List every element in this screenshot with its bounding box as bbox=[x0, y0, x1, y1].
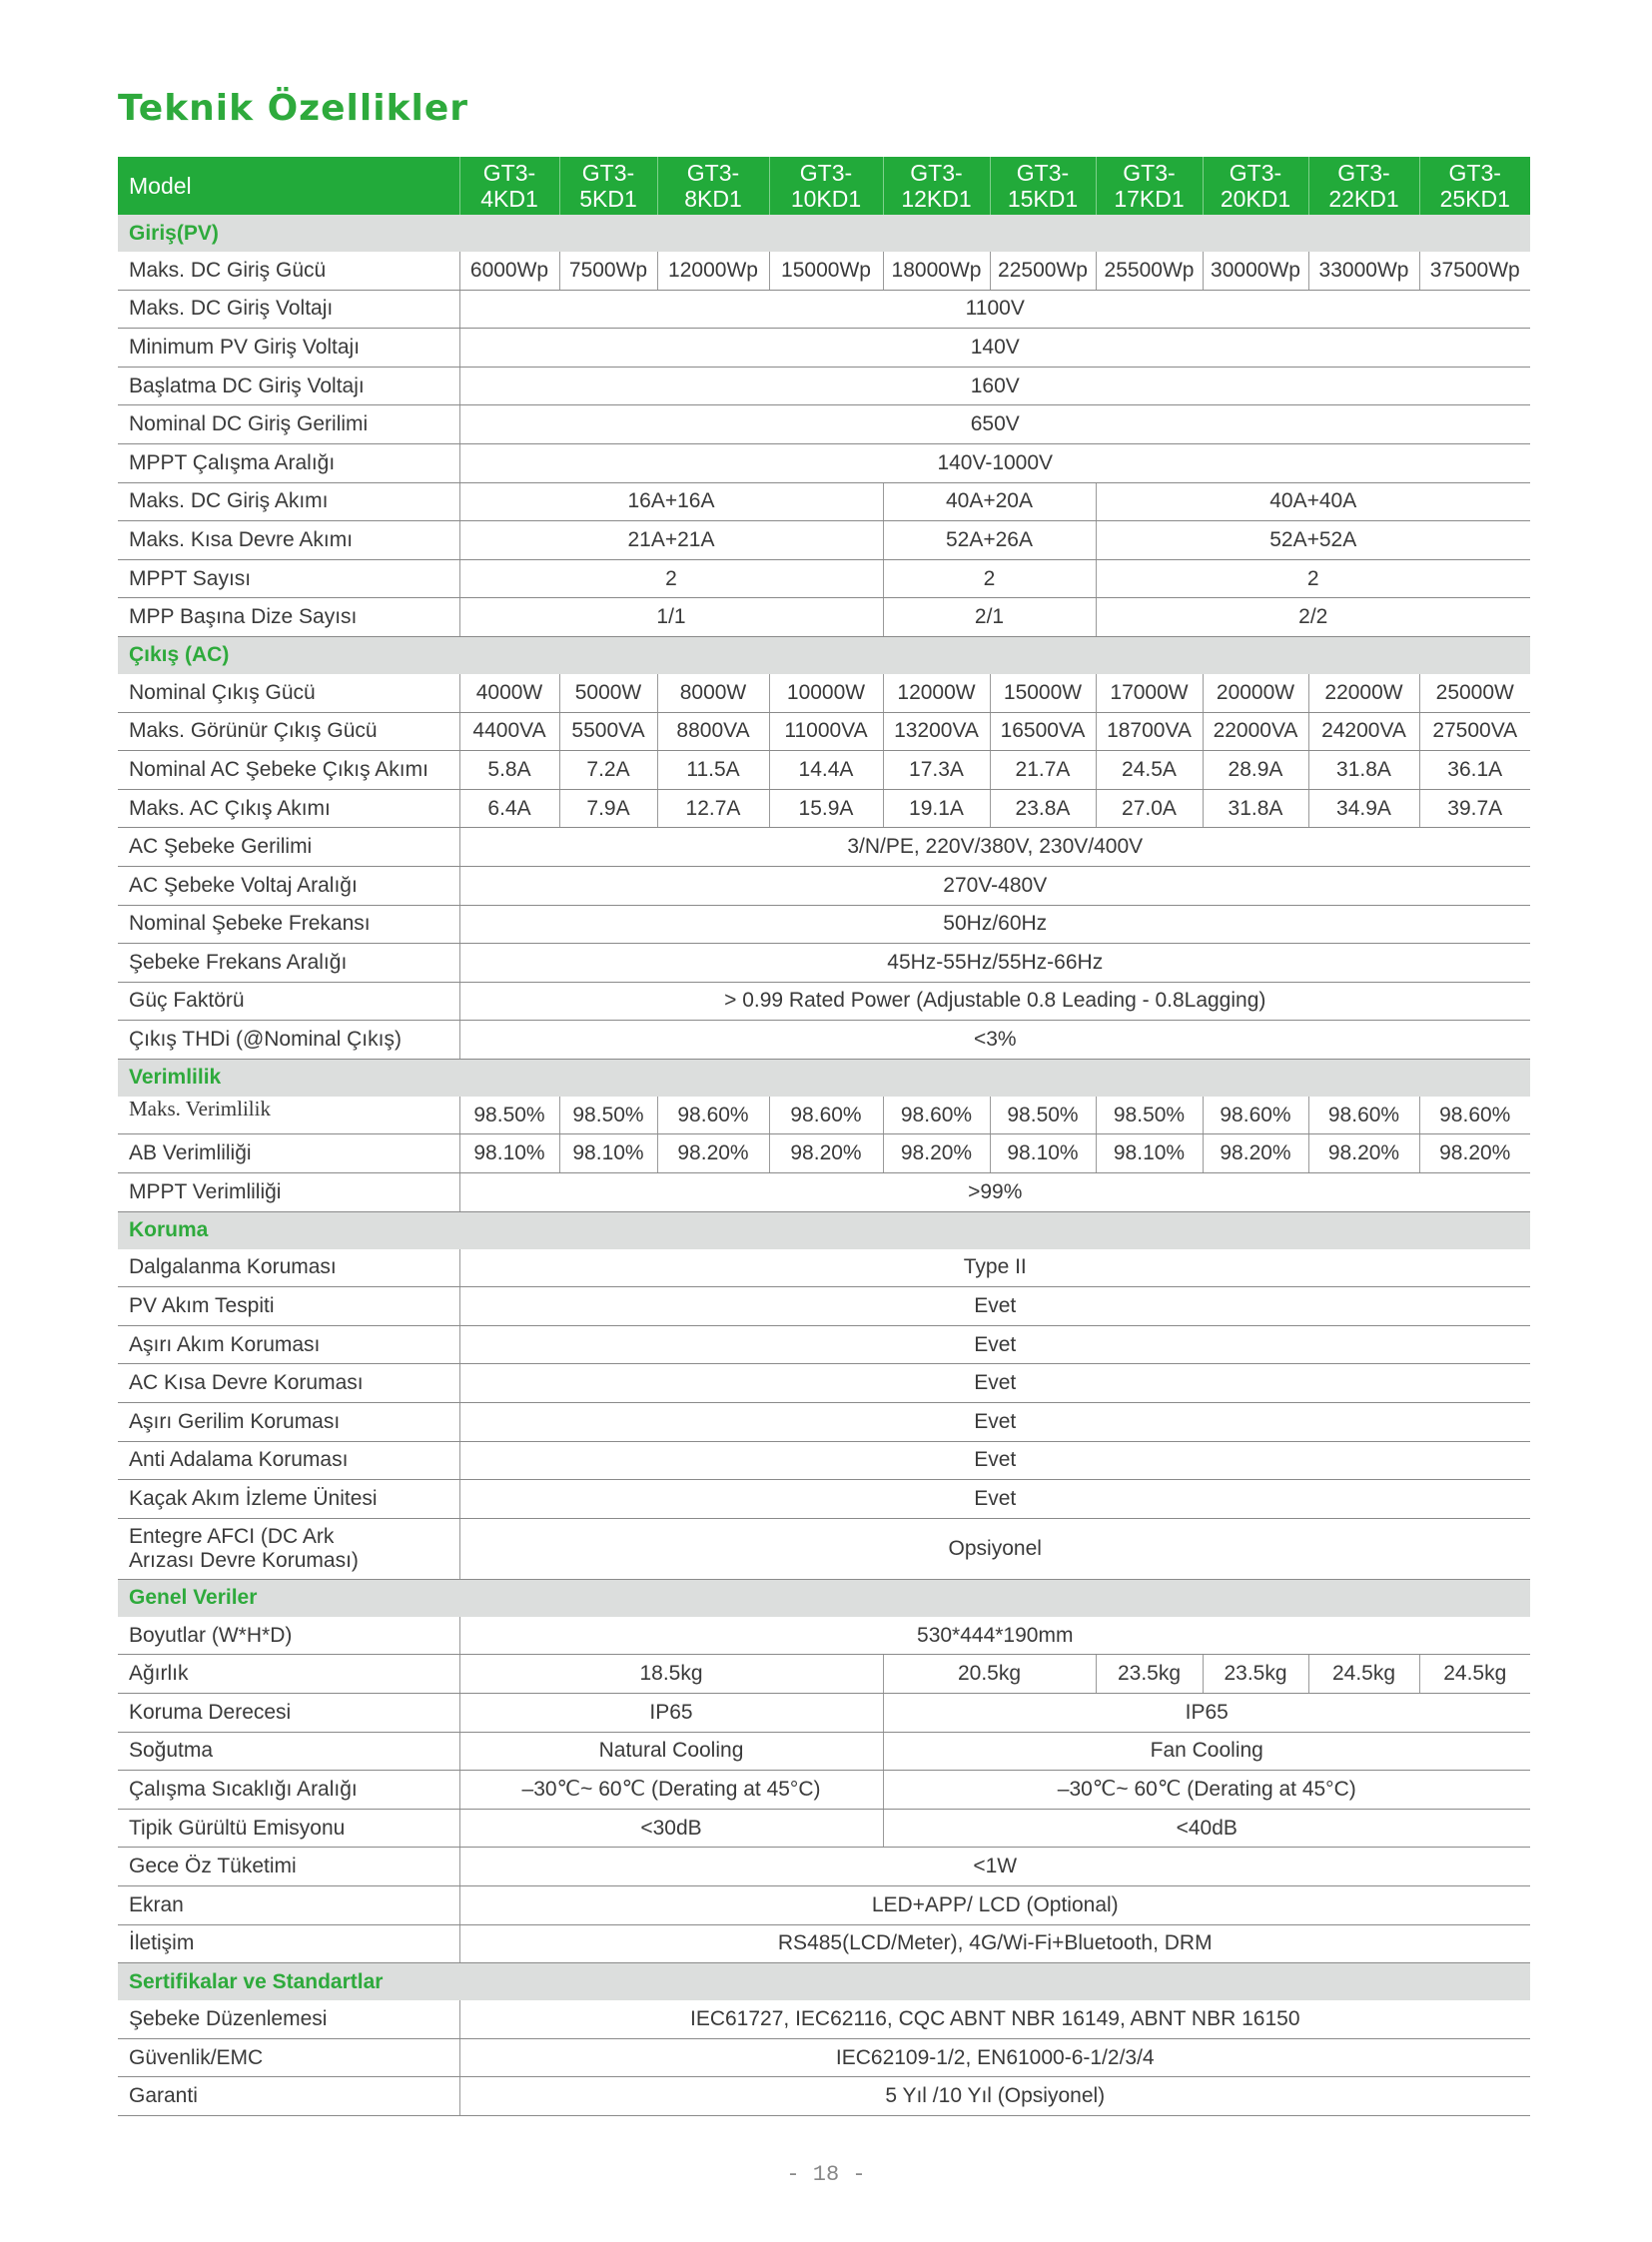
row-label: Soğutma bbox=[118, 1732, 459, 1771]
table-row bbox=[118, 482, 1530, 521]
cell: –30℃~ 60℃ (Derating at 45°C) bbox=[883, 1771, 1530, 1810]
table-row bbox=[118, 252, 1530, 290]
section-header-efficiency: Verimlilik bbox=[118, 1059, 1530, 1097]
table-row bbox=[118, 521, 1530, 560]
cell: Evet bbox=[459, 1287, 1530, 1326]
row-label: İletişim bbox=[118, 1924, 459, 1963]
cell: 28.9A bbox=[1203, 751, 1308, 790]
row-label: Dalgalanma Koruması bbox=[118, 1249, 459, 1287]
cell: 37500Wp bbox=[1419, 252, 1530, 290]
row-label: Kaçak Akım İzleme Ünitesi bbox=[118, 1480, 459, 1519]
table-row bbox=[118, 290, 1530, 329]
model-header: GT3- 5KD1 bbox=[559, 157, 657, 215]
row-label: Koruma Derecesi bbox=[118, 1694, 459, 1733]
row-label: Maks. Görünür Çıkış Gücü bbox=[118, 712, 459, 751]
model-header: GT3- 22KD1 bbox=[1308, 157, 1419, 215]
cell: 22500Wp bbox=[990, 252, 1096, 290]
cell: 270V-480V bbox=[459, 866, 1530, 905]
cell: 10000W bbox=[769, 674, 883, 712]
cell: 17.3A bbox=[883, 751, 990, 790]
cell: Evet bbox=[459, 1403, 1530, 1442]
cell: Fan Cooling bbox=[883, 1732, 1530, 1771]
row-label: Şebeke Frekans Aralığı bbox=[118, 944, 459, 983]
cell: 98.60% bbox=[657, 1097, 769, 1134]
cell: 33000Wp bbox=[1308, 252, 1419, 290]
cell: Type II bbox=[459, 1249, 1530, 1287]
table-row bbox=[118, 1655, 1530, 1694]
section-header-protection: Koruma bbox=[118, 1211, 1530, 1249]
cell: 19.1A bbox=[883, 789, 990, 828]
cell: 24200VA bbox=[1308, 712, 1419, 751]
cell: 98.20% bbox=[657, 1134, 769, 1173]
cell: 5 Yıl /10 Yıl (Opsiyonel) bbox=[459, 2077, 1530, 2116]
table-row bbox=[118, 712, 1530, 751]
cell: 6000Wp bbox=[459, 252, 559, 290]
cell: 36.1A bbox=[1419, 751, 1530, 790]
model-header: GT3- 17KD1 bbox=[1096, 157, 1203, 215]
row-label: MPPT Verimliliği bbox=[118, 1173, 459, 1212]
cell: 98.60% bbox=[769, 1097, 883, 1134]
cell: 98.20% bbox=[883, 1134, 990, 1173]
model-header: GT3- 20KD1 bbox=[1203, 157, 1308, 215]
cell: 5.8A bbox=[459, 751, 559, 790]
cell: 3/N/PE, 220V/380V, 230V/400V bbox=[459, 828, 1530, 867]
cell: 1100V bbox=[459, 290, 1530, 329]
cell: 20.5kg bbox=[883, 1655, 1096, 1694]
row-label: Nominal AC Şebeke Çıkış Akımı bbox=[118, 751, 459, 790]
cell: 98.10% bbox=[559, 1134, 657, 1173]
cell: 27500VA bbox=[1419, 712, 1530, 751]
table-row bbox=[118, 674, 1530, 712]
cell: 24.5A bbox=[1096, 751, 1203, 790]
table-row bbox=[118, 1249, 1530, 1287]
cell: 24.5kg bbox=[1419, 1655, 1530, 1694]
row-label: Ekran bbox=[118, 1885, 459, 1924]
cell: 21A+21A bbox=[459, 521, 883, 560]
cell: 11.5A bbox=[657, 751, 769, 790]
table-row bbox=[118, 1134, 1530, 1173]
section-header-certifications: Sertifikalar ve Standartlar bbox=[118, 1963, 1530, 2001]
cell: 21.7A bbox=[990, 751, 1096, 790]
row-label: MPP Başına Dize Sayısı bbox=[118, 598, 459, 637]
table-row bbox=[118, 1480, 1530, 1519]
cell: 22000VA bbox=[1203, 712, 1308, 751]
cell: 15000Wp bbox=[769, 252, 883, 290]
cell: 6.4A bbox=[459, 789, 559, 828]
cell: 40A+40A bbox=[1096, 482, 1530, 521]
table-row bbox=[118, 1771, 1530, 1810]
cell: –30℃~ 60℃ (Derating at 45°C) bbox=[459, 1771, 883, 1810]
cell: 98.20% bbox=[1308, 1134, 1419, 1173]
model-header: GT3- 10KD1 bbox=[769, 157, 883, 215]
cell: 98.10% bbox=[1096, 1134, 1203, 1173]
cell: 12.7A bbox=[657, 789, 769, 828]
row-label: Entegre AFCI (DC Ark Arızası Devre Koruması) bbox=[118, 1518, 459, 1579]
section-header-ac: Çıkış (AC) bbox=[118, 636, 1530, 674]
cell: 8800VA bbox=[657, 712, 769, 751]
cell: 98.50% bbox=[1096, 1097, 1203, 1134]
row-label: MPPT Çalışma Aralığı bbox=[118, 443, 459, 482]
cell: 7.2A bbox=[559, 751, 657, 790]
table-row bbox=[118, 1021, 1530, 1060]
table-row bbox=[118, 1364, 1530, 1403]
cell: 52A+26A bbox=[883, 521, 1096, 560]
cell: 5000W bbox=[559, 674, 657, 712]
row-label: AC Şebeke Voltaj Aralığı bbox=[118, 866, 459, 905]
row-label: Anti Adalama Koruması bbox=[118, 1441, 459, 1480]
cell: 98.10% bbox=[459, 1134, 559, 1173]
cell: 98.60% bbox=[1308, 1097, 1419, 1134]
cell: 23.5kg bbox=[1203, 1655, 1308, 1694]
cell: 20000W bbox=[1203, 674, 1308, 712]
cell: 52A+52A bbox=[1096, 521, 1530, 560]
table-row bbox=[118, 598, 1530, 637]
cell: 8000W bbox=[657, 674, 769, 712]
cell: Evet bbox=[459, 1441, 1530, 1480]
row-label: AC Şebeke Gerilimi bbox=[118, 828, 459, 867]
model-header: GT3- 12KD1 bbox=[883, 157, 990, 215]
table-row bbox=[118, 443, 1530, 482]
cell: 2/2 bbox=[1096, 598, 1530, 637]
row-label: Maks. Verimlilik bbox=[118, 1097, 459, 1134]
cell: 4400VA bbox=[459, 712, 559, 751]
row-label: Şebeke Düzenlemesi bbox=[118, 2000, 459, 2038]
page-title: Teknik Özellikler bbox=[118, 88, 469, 129]
model-header: GT3- 4KD1 bbox=[459, 157, 559, 215]
header-row bbox=[118, 157, 1530, 215]
cell: 12000W bbox=[883, 674, 990, 712]
cell: 27.0A bbox=[1096, 789, 1203, 828]
row-label: AC Kısa Devre Koruması bbox=[118, 1364, 459, 1403]
table-row bbox=[118, 944, 1530, 983]
cell: <40dB bbox=[883, 1809, 1530, 1848]
cell: 23.5kg bbox=[1096, 1655, 1203, 1694]
row-label: Güç Faktörü bbox=[118, 982, 459, 1021]
row-label: Maks. DC Giriş Gücü bbox=[118, 252, 459, 290]
cell: 12000Wp bbox=[657, 252, 769, 290]
table-row bbox=[118, 329, 1530, 368]
cell: 25500Wp bbox=[1096, 252, 1203, 290]
table-row bbox=[118, 789, 1530, 828]
model-header: GT3- 15KD1 bbox=[990, 157, 1096, 215]
cell: 31.8A bbox=[1203, 789, 1308, 828]
cell: 98.10% bbox=[990, 1134, 1096, 1173]
cell: 530*444*190mm bbox=[459, 1617, 1530, 1655]
cell: 140V bbox=[459, 329, 1530, 368]
page-number: - 18 - bbox=[786, 2162, 866, 2187]
cell: 50Hz/60Hz bbox=[459, 905, 1530, 944]
row-label: Güvenlik/EMC bbox=[118, 2038, 459, 2077]
cell: 16500VA bbox=[990, 712, 1096, 751]
model-header: GT3- 8KD1 bbox=[657, 157, 769, 215]
table-row bbox=[118, 2077, 1530, 2116]
row-label: Maks. AC Çıkış Akımı bbox=[118, 789, 459, 828]
table-row bbox=[118, 1173, 1530, 1212]
cell: 98.20% bbox=[1203, 1134, 1308, 1173]
cell: 13200VA bbox=[883, 712, 990, 751]
spec-table bbox=[118, 157, 1530, 2116]
cell: 98.60% bbox=[883, 1097, 990, 1134]
table-row bbox=[118, 2038, 1530, 2077]
row-label: Minimum PV Giriş Voltajı bbox=[118, 329, 459, 368]
row-label: Boyutlar (W*H*D) bbox=[118, 1617, 459, 1655]
cell: 18700VA bbox=[1096, 712, 1203, 751]
table-row bbox=[118, 1885, 1530, 1924]
table-row bbox=[118, 1809, 1530, 1848]
cell: 2 bbox=[459, 559, 883, 598]
cell: 98.50% bbox=[990, 1097, 1096, 1134]
row-label: Garanti bbox=[118, 2077, 459, 2116]
table-row bbox=[118, 1403, 1530, 1442]
cell: 2 bbox=[1096, 559, 1530, 598]
cell: 18000Wp bbox=[883, 252, 990, 290]
cell: Natural Cooling bbox=[459, 1732, 883, 1771]
row-label: Aşırı Akım Koruması bbox=[118, 1325, 459, 1364]
cell: 140V-1000V bbox=[459, 443, 1530, 482]
cell: 23.8A bbox=[990, 789, 1096, 828]
row-label: MPPT Sayısı bbox=[118, 559, 459, 598]
cell: IEC62109-1/2, EN61000-6-1/2/3/4 bbox=[459, 2038, 1530, 2077]
cell: 98.20% bbox=[769, 1134, 883, 1173]
cell: 39.7A bbox=[1419, 789, 1530, 828]
cell: 98.60% bbox=[1203, 1097, 1308, 1134]
cell: 24.5kg bbox=[1308, 1655, 1419, 1694]
cell: 2 bbox=[883, 559, 1096, 598]
table-row bbox=[118, 1441, 1530, 1480]
cell: Evet bbox=[459, 1325, 1530, 1364]
cell: RS485(LCD/Meter), 4G/Wi-Fi+Bluetooth, DRM bbox=[459, 1924, 1530, 1963]
cell: > 0.99 Rated Power (Adjustable 0.8 Leading - 0.8Lagging) bbox=[459, 982, 1530, 1021]
cell: 160V bbox=[459, 367, 1530, 405]
cell: LED+APP/ LCD (Optional) bbox=[459, 1885, 1530, 1924]
table-row bbox=[118, 367, 1530, 405]
cell: 5500VA bbox=[559, 712, 657, 751]
table-row bbox=[118, 1924, 1530, 1963]
row-label: Maks. DC Giriş Akımı bbox=[118, 482, 459, 521]
table-row bbox=[118, 559, 1530, 598]
row-label: Çıkış THDi (@Nominal Çıkış) bbox=[118, 1021, 459, 1060]
table-row bbox=[118, 905, 1530, 944]
table-row bbox=[118, 1617, 1530, 1655]
row-label: Maks. Kısa Devre Akımı bbox=[118, 521, 459, 560]
table-row bbox=[118, 1097, 1530, 1134]
row-label: Aşırı Gerilim Koruması bbox=[118, 1403, 459, 1442]
row-label: Nominal Çıkış Gücü bbox=[118, 674, 459, 712]
cell: 98.50% bbox=[559, 1097, 657, 1134]
cell: 16A+16A bbox=[459, 482, 883, 521]
cell: 45Hz-55Hz/55Hz-66Hz bbox=[459, 944, 1530, 983]
cell: 15000W bbox=[990, 674, 1096, 712]
cell: 98.60% bbox=[1419, 1097, 1530, 1134]
cell: <3% bbox=[459, 1021, 1530, 1060]
table-row bbox=[118, 405, 1530, 444]
model-header: GT3- 25KD1 bbox=[1419, 157, 1530, 215]
cell: <30dB bbox=[459, 1809, 883, 1848]
row-label: Tipik Gürültü Emisyonu bbox=[118, 1809, 459, 1848]
cell: 14.4A bbox=[769, 751, 883, 790]
cell: <1W bbox=[459, 1848, 1530, 1886]
row-label: Çalışma Sıcaklığı Aralığı bbox=[118, 1771, 459, 1810]
cell: 17000W bbox=[1096, 674, 1203, 712]
cell: 1/1 bbox=[459, 598, 883, 637]
table-row bbox=[118, 828, 1530, 867]
cell: 98.20% bbox=[1419, 1134, 1530, 1173]
cell: 11000VA bbox=[769, 712, 883, 751]
cell: 22000W bbox=[1308, 674, 1419, 712]
cell: 2/1 bbox=[883, 598, 1096, 637]
table-row bbox=[118, 1694, 1530, 1733]
cell: 18.5kg bbox=[459, 1655, 883, 1694]
table-row bbox=[118, 1848, 1530, 1886]
cell: 7500Wp bbox=[559, 252, 657, 290]
row-label: Ağırlık bbox=[118, 1655, 459, 1694]
row-label: PV Akım Tespiti bbox=[118, 1287, 459, 1326]
cell: 4000W bbox=[459, 674, 559, 712]
row-label: Başlatma DC Giriş Voltajı bbox=[118, 367, 459, 405]
section-header-pv: Giriş(PV) bbox=[118, 215, 1530, 252]
cell: 31.8A bbox=[1308, 751, 1419, 790]
row-label: Nominal DC Giriş Gerilimi bbox=[118, 405, 459, 444]
table-row bbox=[118, 1325, 1530, 1364]
table-row bbox=[118, 1287, 1530, 1326]
cell: Evet bbox=[459, 1480, 1530, 1519]
row-label: AB Verimliliği bbox=[118, 1134, 459, 1173]
cell: 650V bbox=[459, 405, 1530, 444]
table-row bbox=[118, 866, 1530, 905]
table-row bbox=[118, 1732, 1530, 1771]
table-row bbox=[118, 751, 1530, 790]
cell: 34.9A bbox=[1308, 789, 1419, 828]
row-label: Gece Öz Tüketimi bbox=[118, 1848, 459, 1886]
cell: 7.9A bbox=[559, 789, 657, 828]
cell: IEC61727, IEC62116, CQC ABNT NBR 16149, ABNT NBR 16150 bbox=[459, 2000, 1530, 2038]
cell: 25000W bbox=[1419, 674, 1530, 712]
cell: 40A+20A bbox=[883, 482, 1096, 521]
cell: Evet bbox=[459, 1364, 1530, 1403]
cell: >99% bbox=[459, 1173, 1530, 1212]
cell: IP65 bbox=[883, 1694, 1530, 1733]
table-row bbox=[118, 982, 1530, 1021]
table-row bbox=[118, 1518, 1530, 1579]
cell: 98.50% bbox=[459, 1097, 559, 1134]
cell: Opsiyonel bbox=[459, 1518, 1530, 1579]
row-label: Nominal Şebeke Frekansı bbox=[118, 905, 459, 944]
table-row bbox=[118, 2000, 1530, 2038]
cell: IP65 bbox=[459, 1694, 883, 1733]
section-header-general: Genel Veriler bbox=[118, 1579, 1530, 1617]
cell: 30000Wp bbox=[1203, 252, 1308, 290]
cell: 15.9A bbox=[769, 789, 883, 828]
header-model-label: Model bbox=[118, 157, 459, 215]
row-label: Maks. DC Giriş Voltajı bbox=[118, 290, 459, 329]
